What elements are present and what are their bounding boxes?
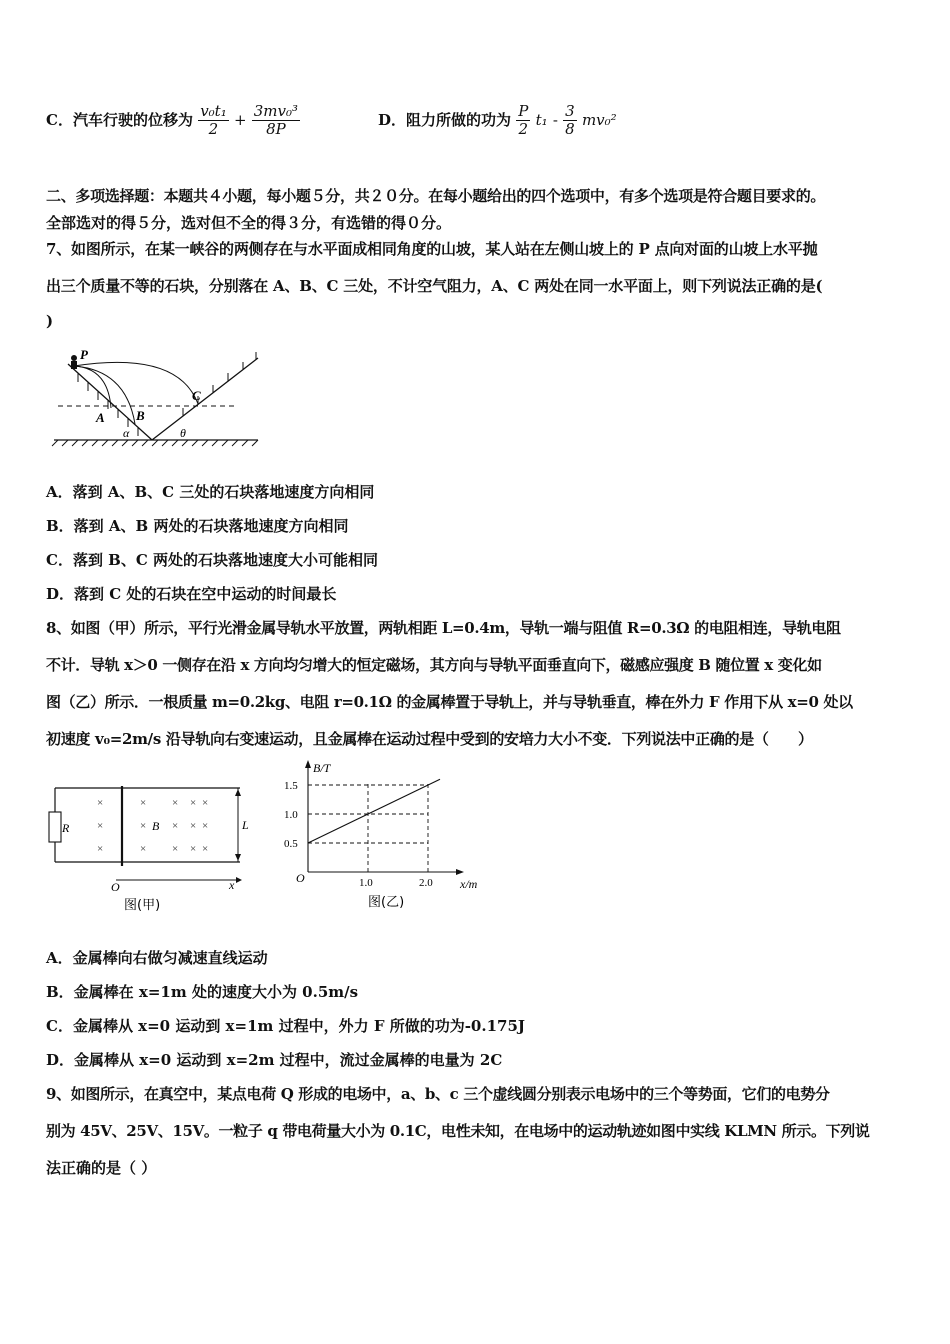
svg-text:×: × — [172, 820, 179, 832]
q6-d-frac2-den: 8 — [565, 120, 575, 139]
q8-option-b: B．金属棒在 x=1m 处的速度大小为 0.5m/s — [46, 983, 359, 1001]
q8-option-c: C．金属棒从 x=0 运动到 x=1m 过程中，外力 F 所做的功为-0.175J — [46, 1017, 525, 1035]
q8-stem-line1: 8、如图（甲）所示，平行光滑金属导轨水平放置，两轨相距 L=0.4m，导轨一端与阻值 R=0.3Ω 的电阻相连，导轨电阻 — [46, 619, 841, 637]
chart-caption: 图(乙) — [368, 895, 405, 910]
q8-stem-line4: 初速度 v₀=2m/s 沿导轨向右变速运动，且金属棒在运动过程中受到的安培力大小不变．下列说法中正确的是（ ） — [46, 730, 813, 748]
q6-c-plus: + — [233, 110, 247, 129]
q6-c-fraction-1 — [198, 103, 229, 139]
q8-stem-line2: 不计．导轨 x＞0 一侧存在沿 x 方向均匀增大的恒定磁场，其方向与导轨平面垂直向下，磁感应强度 B 随位置 x 变化如 — [46, 656, 822, 674]
q6-c-frac1-num: v₀t₁ — [200, 102, 227, 120]
q8-jia-label-r: R — [62, 821, 70, 835]
chart-x-tick-label: 1.0 — [359, 877, 373, 889]
q6-d-frac1-den: 2 — [518, 120, 529, 139]
q6-d-fraction-1 — [516, 103, 530, 139]
chart-xlabel: x/m — [460, 877, 478, 891]
q8-jia-label-o: O — [111, 880, 120, 894]
chart-y-arrow — [305, 760, 311, 768]
q6-option-d-label: D．阻力所做的功为 — [378, 110, 512, 129]
svg-text:×: × — [97, 843, 104, 855]
q7-label-theta: θ — [180, 426, 186, 440]
q9-stem-line3: 法正确的是（ ） — [46, 1159, 157, 1177]
q7-label-p: P — [80, 347, 88, 362]
svg-text:×: × — [190, 820, 197, 832]
q7-label-a: A — [96, 410, 105, 425]
q6-d-tail: mv₀² — [581, 110, 617, 129]
q6-c-frac2-den: 8P — [266, 120, 286, 139]
q8-stem-line3: 图（乙）所示．一根质量 m=0.2kg、电阻 r=0.1Ω 的金属棒置于导轨上，并与导轨垂直，棒在外力 F 作用下从 x=0 处以 — [46, 693, 853, 711]
chart-ylabel: B/T — [313, 761, 331, 775]
q6-d-frac2-num: 3 — [565, 102, 575, 120]
q8-jia-label-l: L — [242, 818, 249, 832]
q7-option-a: A．落到 A、B、C 三处的石块落地速度方向相同 — [46, 483, 375, 501]
svg-text:×: × — [190, 797, 197, 809]
svg-text:×: × — [172, 797, 179, 809]
q9-stem-line1: 9、如图所示，在真空中，某点电荷 Q 形成的电场中，a、b、c 三个虚线圆分别表示电场中的三个等势面，它们的电势分 — [46, 1085, 830, 1103]
svg-text:×: × — [202, 820, 209, 832]
q8-option-a: A．金属棒向右做匀减速直线运动 — [46, 949, 268, 967]
chart-y-tick-label: 1.0 — [284, 809, 298, 821]
q6-option-c — [46, 103, 300, 139]
q6-c-frac1-den: 2 — [208, 120, 219, 139]
q7-option-b: B．落到 A、B 两处的石块落地速度方向相同 — [46, 517, 349, 535]
q6-d-fraction-2 — [563, 103, 577, 139]
q7-label-c: C — [192, 388, 201, 403]
chart-x-arrow — [456, 869, 464, 875]
chart-x-tick-label: 2.0 — [419, 877, 433, 889]
q9-stem-line2: 别为 45V、25V、15V。一粒子 q 带电荷量大小为 0.1C，电性未知，在电场中的运动轨迹如图中实线 KLMN 所示。下列说 — [46, 1122, 870, 1140]
q6-d-minus: - — [552, 110, 558, 129]
svg-text:×: × — [202, 797, 209, 809]
q6-d-frac1-num: P — [518, 102, 529, 120]
q6-option-c-label: C．汽车行驶的位移为 — [46, 110, 193, 129]
q8-jia-label-x: x — [229, 878, 235, 892]
svg-text:×: × — [172, 843, 179, 855]
q7-option-d: D．落到 C 处的石块在空中运动的时间最长 — [46, 585, 337, 603]
svg-text:×: × — [140, 797, 147, 809]
q8-figure-yi-chart — [280, 756, 490, 916]
q7-label-b: B — [136, 408, 145, 423]
q6-d-t1: t₁ — [535, 110, 548, 129]
q7-stem-line2: 出三个质量不等的石块，分别落在 A、B、C 三处，不计空气阻力，A、C 两处在同一水平面上，则下列说法正确的是( — [46, 277, 823, 295]
q7-stem-line3: ) — [46, 312, 54, 330]
svg-text:×: × — [97, 797, 104, 809]
svg-text:×: × — [97, 820, 104, 832]
section2-line2: 全部选对的得５分，选对但不全的得３分，有选错的得０分。 — [46, 214, 452, 232]
chart-origin: O — [296, 871, 305, 885]
q6-option-d — [378, 103, 617, 139]
section2-line1: 二、多项选择题：本题共４小题，每小题５分，共２０分。在每小题给出的四个选项中，有多个选项是符合题目要求的。 — [46, 187, 826, 205]
svg-text:×: × — [202, 843, 209, 855]
q7-label-alpha: α — [123, 426, 130, 440]
q6-c-fraction-2 — [252, 103, 300, 139]
svg-text:×: × — [190, 843, 197, 855]
q6-c-frac2-num: 3mv₀³ — [253, 102, 299, 120]
svg-text:×: × — [140, 820, 147, 832]
q7-option-c: C．落到 B、C 两处的石块落地速度大小可能相同 — [46, 551, 379, 569]
q8-option-d: D．金属棒从 x=0 运动到 x=2m 过程中，流过金属棒的电量为 2C — [46, 1051, 503, 1069]
q8-figure-jia — [40, 776, 255, 916]
q7-valley-figure — [48, 340, 268, 448]
chart-y-tick-label: 0.5 — [284, 838, 298, 850]
chart-series-line-B — [308, 779, 440, 843]
q8-jia-caption: 图(甲) — [124, 898, 161, 913]
q8-jia-label-b: B — [152, 819, 160, 833]
q7-stem-line1: 7、如图所示，在某一峡谷的两侧存在与水平面成相同角度的山坡，某人站在左侧山坡上的 P 点向对面的山坡上水平抛 — [46, 240, 818, 258]
chart-y-tick-label: 1.5 — [284, 780, 298, 792]
svg-text:×: × — [140, 843, 147, 855]
